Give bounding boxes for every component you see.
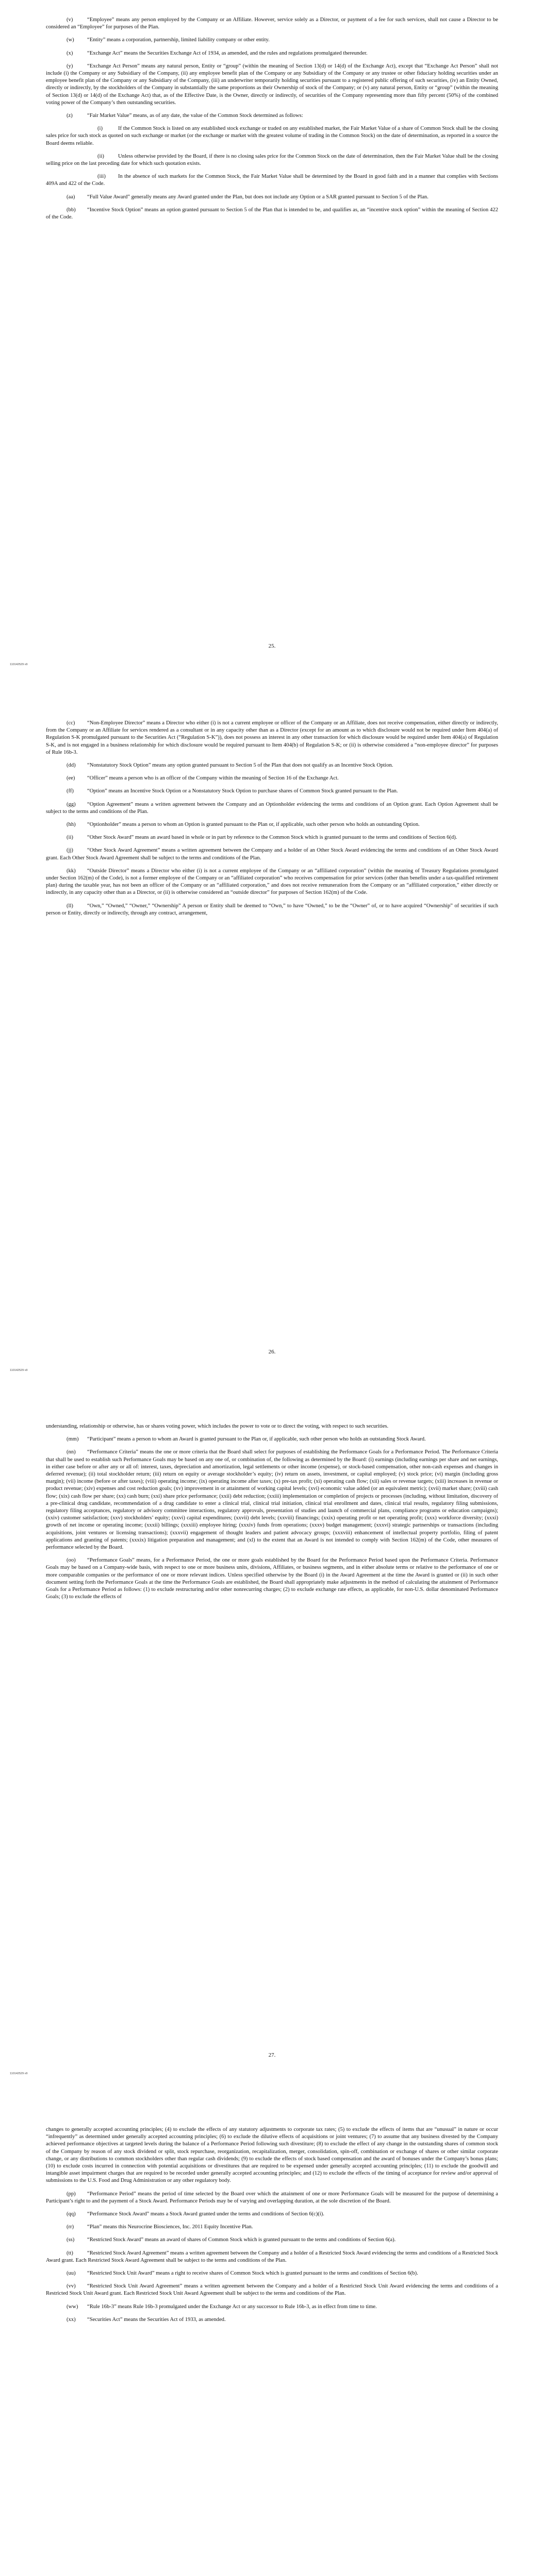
definition-paragraph: (kk) “Outside Director” means a Director who either (i) is not a current employee of the Company or an “affiliated corporation” (within the meaning of Treasury Regulations promulgated under Section 162(m) of the Code), is not a former employee of the Company or an “affiliated corporation” who receives compensation for prior services (other than benefits under a tax-qualified retirement plan) during the taxable year, has not been an officer of the Company or an “affiliated corporation,” and does not receive remuneration from the Company or an “affiliated corporation,” either directly or indirectly, in any capacity other than as a Director, or (ii) is otherwise considered an “outside director” for purposes of Section 162(m) of the Code.: [46, 868, 498, 896]
definition-paragraph: (mm) “Participant” means a person to whom an Award is granted pursuant to the Plan or, if applicable, such other person who holds an outstanding Stock Award.: [67, 1436, 426, 1443]
definition-paragraph: (x) “Exchange Act” means the Securities Exchange Act of 1934, as amended, and the rules and regulations promulgated thereunder.: [67, 50, 368, 56]
definition-paragraph: (ww) “Rule 16b-3” means Rule 16b-3 promulgated under the Exchange Act or any successor to Rule 16b-3, as in effect from time to time.: [67, 2303, 377, 2310]
page-26: [0, 703, 544, 1406]
definition-paragraph: (cc) “Non-Employee Director” means a Director who either (i) is not a current employee or officer of the Company or an Affiliate, does not receive compensation, either directly or indirectly, from the Company or an Affiliate for services rendered as a consultant or in any capacity other than as a Director (except for an amount as to which disclosure would not be required under Item 404(a) of Regulation S-K promulgated pursuant to the Securities Act (“Regulation S-K”)), does not possess an interest in any other transaction for which disclosure would be required under Item 404(a) of Regulation S-K, and is not engaged in a business relationship for which disclosure would be required pursuant to Item 404(b) of Regulation S-K; or (ii) is otherwise considered a “non-employee director” for purposes of Rule 16b-3.: [46, 720, 498, 755]
page-27: [0, 1406, 544, 2110]
page-28: [0, 2110, 544, 2576]
definition-paragraph: (nn) “Performance Criteria” means the one or more criteria that the Board shall select for purposes of establishing the Performance Goals for a Performance Period. The Performance Criteria that shall be used to establish such Performance Goals may be based on any one of, or combination of, the following as determined by the Board: (i) earnings (including earnings per share and net earnings, in either case before or after any or all of: interest, taxes, depreciation and amortization, legal settlements or other income (expense), or stock-based compensation, other non-cash expenses and changes in deferred revenue); (ii) total stockholder return; (iii) return on equity or average stockholder’s equity; (iv) return on assets, investment, or capital employed; (v) stock price; (vi) margin (including gross margin); (vii) income (before or after taxes); (viii) operating income; (ix) operating income after taxes; (x) pre-tax profit; (xi) operating cash flow; (xii) sales or revenue targets; (xiii) increases in revenue or product revenue; (xiv) expenses and cost reduction goals; (xv) improvement in or attainment of working capital levels; (xvi) economic value added (or an equivalent metric); (xvii) market share; (xviii) cash flow; (xix) cash flow per share; (xx) cash burn; (xxi) share price performance; (xxii) debt reduction; (xxiii) implementation or completion of projects or processes (including, without limitation, discovery of a pre-clinical drug candidate, recommendation of a drug candidate to enter a clinical trial, clinical trial initiation, clinical trial enrollment and dates, clinical trial results, regulatory filing submissions, regulatory filing acceptances, regulatory or advisory committee interactions, regulatory approvals, presentation of studies and launch of commercial plans, compliance programs or education campaigns); (xxiv) customer satisfaction; (xxv) stockholders’ equity; (xxvi) capital expenditures; (xxvii) debt levels; (xxviii) financings; (xxix) operating profit or net operating profit; (xxx) workforce diversity; (xxxi) growth of net income or operating income; (xxxii) billings; (xxxiii) employee hiring; (xxxiv) funds from operations; (xxxv) budget management; (xxxvi) strategic partnerships or transactions (including acquisitions, joint ventures or licensing transactions); (xxxvii) engagement of thought leaders and patient advocacy groups; (xxxviii) enhancement of intellectual property portfolio, filing of patent applications and granting of patents; (xxxix) litigation preparation and management; and (xl) to the extent that an Award is not intended to comply with Section 162(m) of the Code, other measures of performance selected by the Board.: [46, 1449, 498, 1551]
sub-paragraph: (ii) Unless otherwise provided by the Board, if there is no closing sales price for the Common Stock on the date of determination, then the Fair Market Value shall be the closing selling price on the last preceding date for which such quotation exists.: [46, 153, 498, 167]
definition-paragraph: (z) “Fair Market Value” means, as of any date, the value of the Common Stock determined as follows:: [67, 113, 303, 119]
definition-paragraph: (w) “Entity” means a corporation, partnership, limited liability company or other entity.: [67, 37, 270, 43]
definition-paragraph: (uu) “Restricted Stock Unit Award” means a right to receive shares of Common Stock which is granted pursuant to the terms and conditions of Section 6(b).: [67, 2270, 418, 2277]
definition-paragraph: (bb) “Incentive Stock Option” means an option granted pursuant to Section 5 of the Plan that is intended to be, and qualifies as, an “incentive stock option” within the meaning of Section 422 of the Code.: [46, 207, 498, 221]
definition-paragraph: (hh) “Optionholder” means a person to whom an Option is granted pursuant to the Plan or, if applicable, such other person who holds an outstanding Option.: [67, 822, 420, 828]
definition-paragraph: (rr) “Plan” means this Neurocrine Biosciences, Inc. 2011 Equity Incentive Plan.: [67, 2224, 253, 2230]
continuation-paragraph: understanding, relationship or otherwise, has or shares voting power, which includes the power to vote or to direct the voting, with respect to such securities.: [46, 1423, 389, 1429]
definition-paragraph: (vv) “Restricted Stock Unit Award Agreement” means a written agreement between the Company and a holder of a Restricted Stock Unit Award evidencing the terms and conditions of a Restricted Stock Unit Award grant. Each Restricted Stock Unit Award Agreement shall be subject to the terms and conditions of the Plan.: [46, 2283, 498, 2297]
definition-paragraph: (y) “Exchange Act Person” means any natural person, Entity or “group” (within the meaning of Section 13(d) or 14(d) of the Exchange Act), except that “Exchange Act Person” shall not include (i) the Company or any Subsidiary of the Company, (ii) any employee benefit plan of the Company or any Subsidiary of the Company or any trustee or other fiduciary holding securities under an employee benefit plan of the Company or any Subsidiary of the Company, (iii) an underwriter temporarily holding securities pursuant to a registered public offering of such securities, (iv) an Entity Owned, directly or indirectly, by the stockholders of the Company in substantially the same proportions as their Ownership of stock of the Company; or (v) any natural person, Entity or “group” (within the meaning of Section 13(d) or 14(d) of the Exchange Act) that, as of the Effective Date, is the Owner, directly or indirectly, of securities of the Company representing more than fifty percent (50%) of the combined voting power of the Company’s then outstanding securities.: [46, 63, 498, 106]
page-25: [0, 0, 544, 703]
definition-paragraph: (jj) “Other Stock Award Agreement” means a written agreement between the Company and a holder of an Other Stock Award evidencing the terms and conditions of an Other Stock Award grant. Each Other Stock Award Agreement shall be subject to the terms and conditions of the Plan.: [46, 848, 498, 861]
document-id: 110142529 v9: [10, 1369, 28, 1372]
definition-paragraph: (oo) “Performance Goals” means, for a Performance Period, the one or more goals established by the Board for the Performance Period based upon the Performance Criteria. Performance Goals may be based on a Company-wide basis, with respect to one or more business units, divisions, Affiliates, or business segments, and in either absolute terms or relative to the performance of one or more comparable companies or the performance of one or more relevant indices. Unless specified otherwise by the Board (i) in the Award Agreement at the time the Award is granted or (ii) in such other document setting forth the Performance Goals at the time the Performance Goals are established, the Board shall appropriately make adjustments in the method of calculating the attainment of Performance Goals for a Performance Period as follows: (1) to exclude restructuring and/or other nonrecurring charges; (2) to exclude exchange rate effects, as applicable, for non-U.S. dollar denominated Performance Goals; (3) to exclude the effects of: [46, 1557, 498, 1600]
definition-paragraph: (aa) “Full Value Award” generally means any Award granted under the Plan, but does not include any Option or a SAR granted pursuant to Section 5 of the Plan.: [67, 194, 428, 200]
definition-paragraph: (qq) “Performance Stock Award” means a Stock Award granted under the terms and conditions of Section 6(c)(i).: [67, 2211, 324, 2217]
definition-paragraph: (ii) “Other Stock Award” means an award based in whole or in part by reference to the Common Stock which is granted pursuant to the terms and conditions of Section 6(d).: [67, 835, 457, 841]
definition-paragraph: (ff) “Option” means an Incentive Stock Option or a Nonstatutory Stock Option to purchase shares of Common Stock granted pursuant to the Plan.: [67, 788, 398, 794]
document-id: 110142529 v9: [10, 663, 28, 666]
page-body: [46, 2126, 498, 2329]
definition-paragraph: (ee) “Officer” means a person who is an officer of the Company within the meaning of Section 16 of the Exchange Act.: [67, 775, 339, 782]
page-number: 25.: [268, 643, 276, 649]
page-body: [46, 16, 498, 227]
definition-paragraph: (tt) “Restricted Stock Award Agreement” means a written agreement between the Company and a holder of a Restricted Stock Award evidencing the terms and conditions of a Restricted Stock Award grant. Each Restricted Stock Award Agreement shall be subject to the terms and conditions of the Plan.: [46, 2250, 498, 2263]
page-number: 26.: [268, 1349, 276, 1355]
definition-paragraph: (xx) “Securities Act” means the Securities Act of 1933, as amended.: [67, 2316, 226, 2323]
document-id: 110142529 v9: [10, 2072, 28, 2075]
definition-paragraph: (dd) “Nonstatutory Stock Option” means any option granted pursuant to Section 5 of the Plan that does not qualify as an Incentive Stock Option.: [67, 762, 393, 769]
definition-paragraph: (v) “Employee” means any person employed by the Company or an Affiliate. However, service solely as a Director, or payment of a fee for such services, shall not cause a Director to be considered an “Employee” for purposes of the Plan.: [46, 17, 498, 30]
definition-paragraph: (pp) “Performance Period” means the period of time selected by the Board over which the attainment of one or more Performance Goals will be measured for the purpose of determining a Participant’s right to and the payment of a Stock Award. Performance Periods may be of varying and overlapping duration, at the sole discretion of the Board.: [46, 2191, 498, 2204]
definition-paragraph: (gg) “Option Agreement” means a written agreement between the Company and an Optionholder evidencing the terms and conditions of an Option grant. Each Option Agreement shall be subject to the terms and conditions of the Plan.: [46, 801, 498, 815]
continuation-paragraph: changes to generally accepted accounting principles; (4) to exclude the effects of any statutory adjustments to corporate tax rates; (5) to exclude the effects of items that are “unusual” in nature or occur “infrequently” as determined under generally accepted accounting principles; (6) to exclude the dilutive effects of acquisitions or joint ventures; (7) to assume that any business divested by the Company achieved performance objectives at targeted levels during the balance of a Performance Period following such divestiture; (8) to exclude the effect of any change in the outstanding shares of common stock of the Company by reason of any stock dividend or split, stock repurchase, reorganization, recapitalization, merger, consolidation, spin-off, combination or exchange of shares or other similar corporate change, or any distributions to common stockholders other than regular cash dividends; (9) to exclude the effects of stock based compensation and the award of bonuses under the Company’s bonus plans; (10) to exclude costs incurred in connection with potential acquisitions or divestitures that are required to be expensed under generally accepted accounting principles; (11) to exclude the goodwill and intangible asset impairment charges that are required to be recorded under generally accepted accounting principles; and (12) to exclude the effects of the timing of acceptance for review and/or approval of submissions to the U.S. Food and Drug Administration or any other regulatory body.: [46, 2127, 498, 2184]
sub-paragraph: (iii) In the absence of such markets for the Common Stock, the Fair Market Value shall be determined by the Board in good faith and in a manner that complies with Sections 409A and 422 of the Code.: [46, 174, 498, 187]
definition-paragraph: (ll) “Own,” “Owned,” “Owner,” “Ownership” A person or Entity shall be deemed to “Own,” to have “Owned,” to be the “Owner” of, or to have acquired “Ownership” of securities if such person or Entity, directly or indirectly, through any contract, arrangement,: [46, 903, 498, 916]
definition-paragraph: (ss) “Restricted Stock Award” means an award of shares of Common Stock which is granted pursuant to the terms and conditions of Section 6(a).: [67, 2237, 396, 2243]
page-body: [46, 1423, 498, 1606]
sub-paragraph: (i) If the Common Stock is listed on any established stock exchange or traded on any established market, the Fair Market Value of a share of Common Stock shall be the closing sales price for such stock as quoted on such exchange or market (or the exchange or market with the greatest volume of trading in the Common Stock) on the date of determination, as reported in a source the Board deems reliable.: [46, 126, 498, 146]
page-body: [46, 720, 498, 923]
page-number: 27.: [268, 2052, 276, 2058]
